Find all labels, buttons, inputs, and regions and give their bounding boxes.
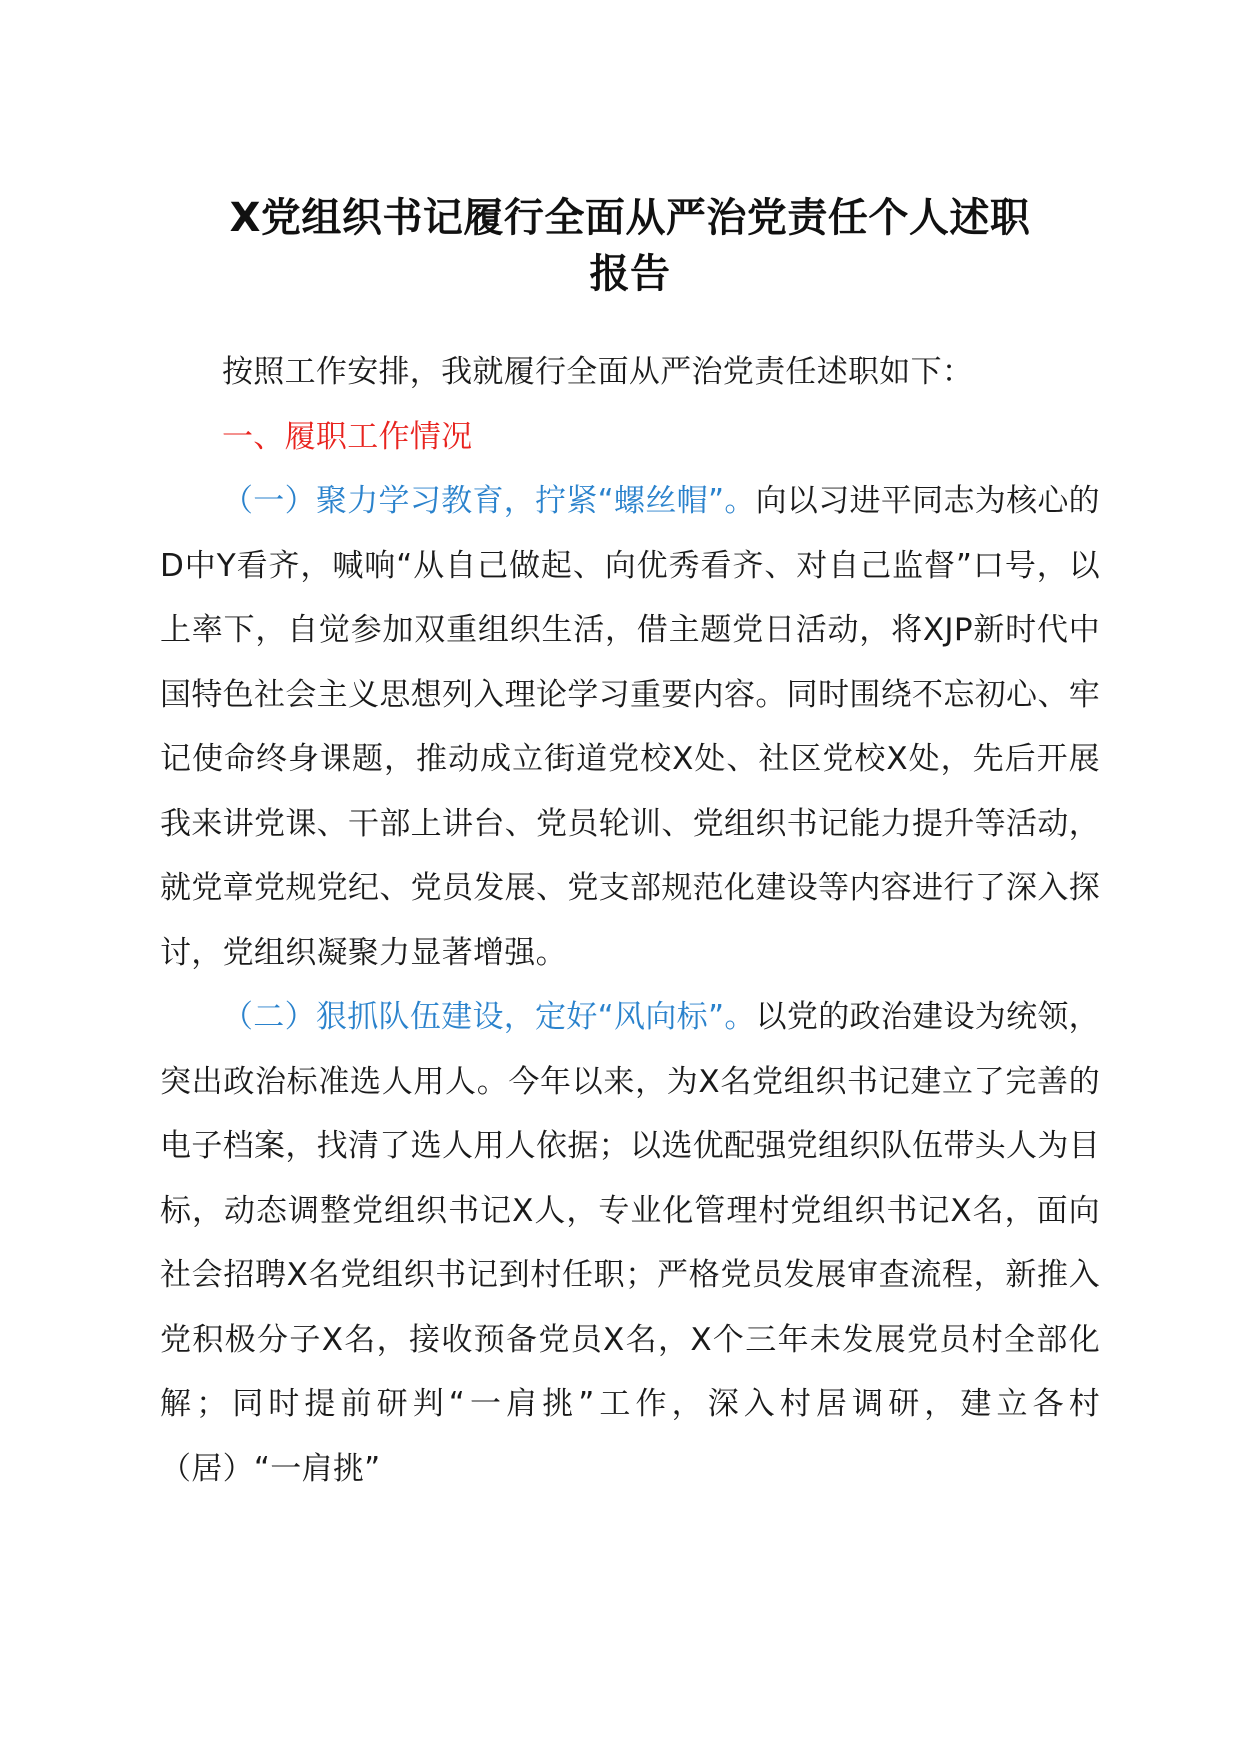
- subheading-team-building: （二）狠抓队伍建设，定好“风向标”。: [222, 999, 756, 1035]
- paragraph-team-building: [160, 985, 1100, 1501]
- paragraph-text: 向以习进平同志为核心的D中Y看齐，喊响“从自己做起、向优秀看齐、对自己监督”口号，以上率下，自觉参加双重组织生活，借主题党日活动，将XJP新时代中国特色社会主义思想列入理论学习重要内容。同时围绕不忘初心、牢记使命终身课题，推动成立街道党校X处、社区党校X处，先后开展我来讲党课、干部上讲台、党员轮训、党组织书记能力提升等活动，就党章党规党纪、党员发展、党支部规范化建设等内容进行了深入探讨，党组织凝聚力显著增强。: [160, 483, 1100, 971]
- title-line-1: X党组织书记履行全面从严治党责任个人述职: [229, 195, 1031, 241]
- title-line-2: 报告: [589, 251, 671, 297]
- document-title: [160, 190, 1100, 302]
- document-body: [160, 340, 1100, 1501]
- intro-paragraph: 按照工作安排，我就履行全面从严治党责任述职如下：: [222, 354, 974, 390]
- subheading-study-education: （一）聚力学习教育，拧紧“螺丝帽”。: [222, 483, 756, 519]
- paragraph-text: 以党的政治建设为统领，突出政治标准选人用人。今年以来，为X名党组织书记建立了完善的电子档案，找清了选人用人依据；以选优配强党组织队伍带头人为目标，动态调整党组织书记X人，专业化管理村党组织书记X名，面向社会招聘X名党组织书记到村任职；严格党员发展审查流程，新推入党积极分子X名，接收预备党员X名，X个三年未发展党员村全部化解；同时提前研判“一肩挑”工作，深入村居调研，建立各村（居）“一肩挑”: [160, 999, 1100, 1487]
- paragraph-study-education: [160, 469, 1100, 985]
- section-heading: 一、履职工作情况: [222, 418, 473, 455]
